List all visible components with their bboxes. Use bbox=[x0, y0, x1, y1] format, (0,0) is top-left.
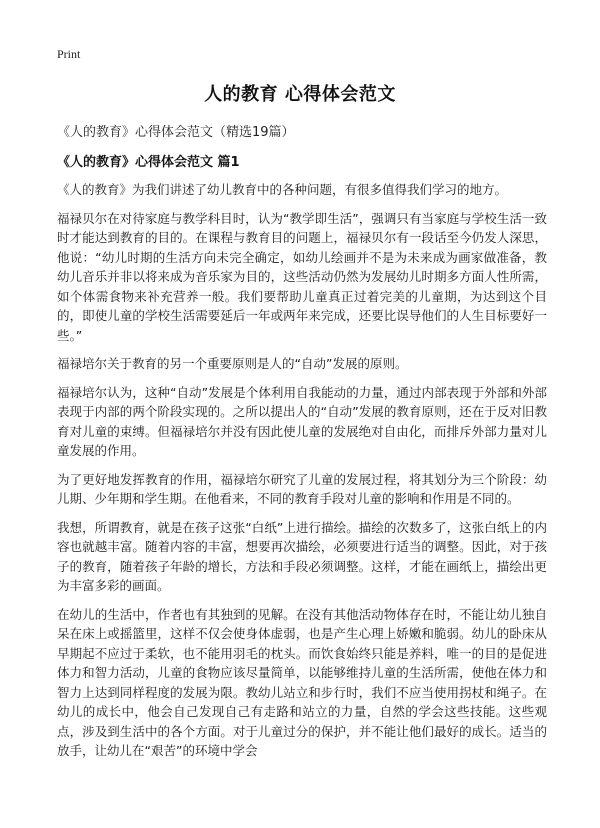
print-link[interactable]: Print bbox=[57, 47, 81, 61]
document-subtitle: 《人的教育》心得体会范文（精选19篇） bbox=[57, 125, 295, 140]
paragraph: 为了更好地发挥教育的作用，福禄培尔研究了儿童的发展过程，将其划分为三个阶段：幼儿期、少年期和学生期。在他看来，不同的教育手段对儿童的影响和作用是不同的。 bbox=[57, 471, 547, 506]
page-title: 人的教育 心得体会范文 bbox=[204, 84, 396, 105]
paragraph: 我想，所谓教育，就是在孩子这张“白纸”上进行描绘。描绘的次数多了，这张白纸上的内容也就越丰富。随着内容的丰富，想要再次描绘，必须要进行适当的调整。因此，对于孩子的教育，随着孩子年龄的增长，方法和手段必须调整。这样，才能在画纸上，描绘出更为丰富多彩的画面。 bbox=[57, 519, 547, 593]
paragraph: 福禄培尔关于教育的另一个重要原则是人的“自动”发展的原则。 bbox=[57, 356, 408, 371]
paragraph: 在幼儿的生活中，作者也有其独到的见解。在没有其他活动物体存在时，不能让幼儿独自呆在床上或摇篮里，这样不仅会使身体虚弱，也是产生心理上娇嫩和脆弱。幼儿的卧床从早期起不应过于柔软，也不能用羽毛的枕头。而饮食始终只能是养料，唯一的目的是促进体力和智力活动，儿童的食物应该尽量简单，以能够维持儿童的生活所需，使他在体力和智力上达到同样程度的发展为限。教幼儿站立和步行时，我们不应当使用拐杖和绳子。在幼儿的成长中，他会自己发现自己有走路和站立的力量，自然的学会这些技能。这些观点，涉及到生活中的各个方面。对于儿童过分的保护，并不能让他们最好的成长。适当的放手，让幼儿在“艰苦”的环境中学会 bbox=[57, 606, 547, 758]
paragraph: 《人的教育》为我们讲述了幼儿教育中的各种问题，有很多值得我们学习的地方。 bbox=[57, 182, 508, 197]
paragraph: 福禄贝尔在对待家庭与教学科目时，认为“教学即生活”，强调只有当家庭与学校生活一致时才能达到教育的目的。在课程与教育目的问题上，福禄贝尔有一段话至今仍发人深思，他说：“幼儿时期的生活方向未完全确定，如幼儿绘画并不是为未来成为画家做准备，教幼儿音乐并非以将来成为音乐家为目的，这些活动仍然为发展幼儿时期多方面人性所需，如个体需食物来补充营养一般。我们要帮助儿童真正过着完美的儿童期，为达到这个目的，即使儿童的学校生活需要延后一年或两年来完成，还要比误导他们的人生目标要好一些。” bbox=[57, 210, 547, 343]
article-body bbox=[57, 180, 547, 770]
section-heading: 《人的教育》心得体会范文 篇1 bbox=[57, 155, 240, 170]
paragraph: 福禄培尔认为，这种“自动”发展是个体利用自我能动的力量，通过内部表现于外部和外部表现于内部的两个阶段实现的。之所以提出人的“自动”发展的教育原则，还在于反对旧教育对儿童的束缚。但福禄培尔并没有因此使儿童的发展绝对自由化，而排斥外部力量对儿童发展的作用。 bbox=[57, 384, 547, 458]
